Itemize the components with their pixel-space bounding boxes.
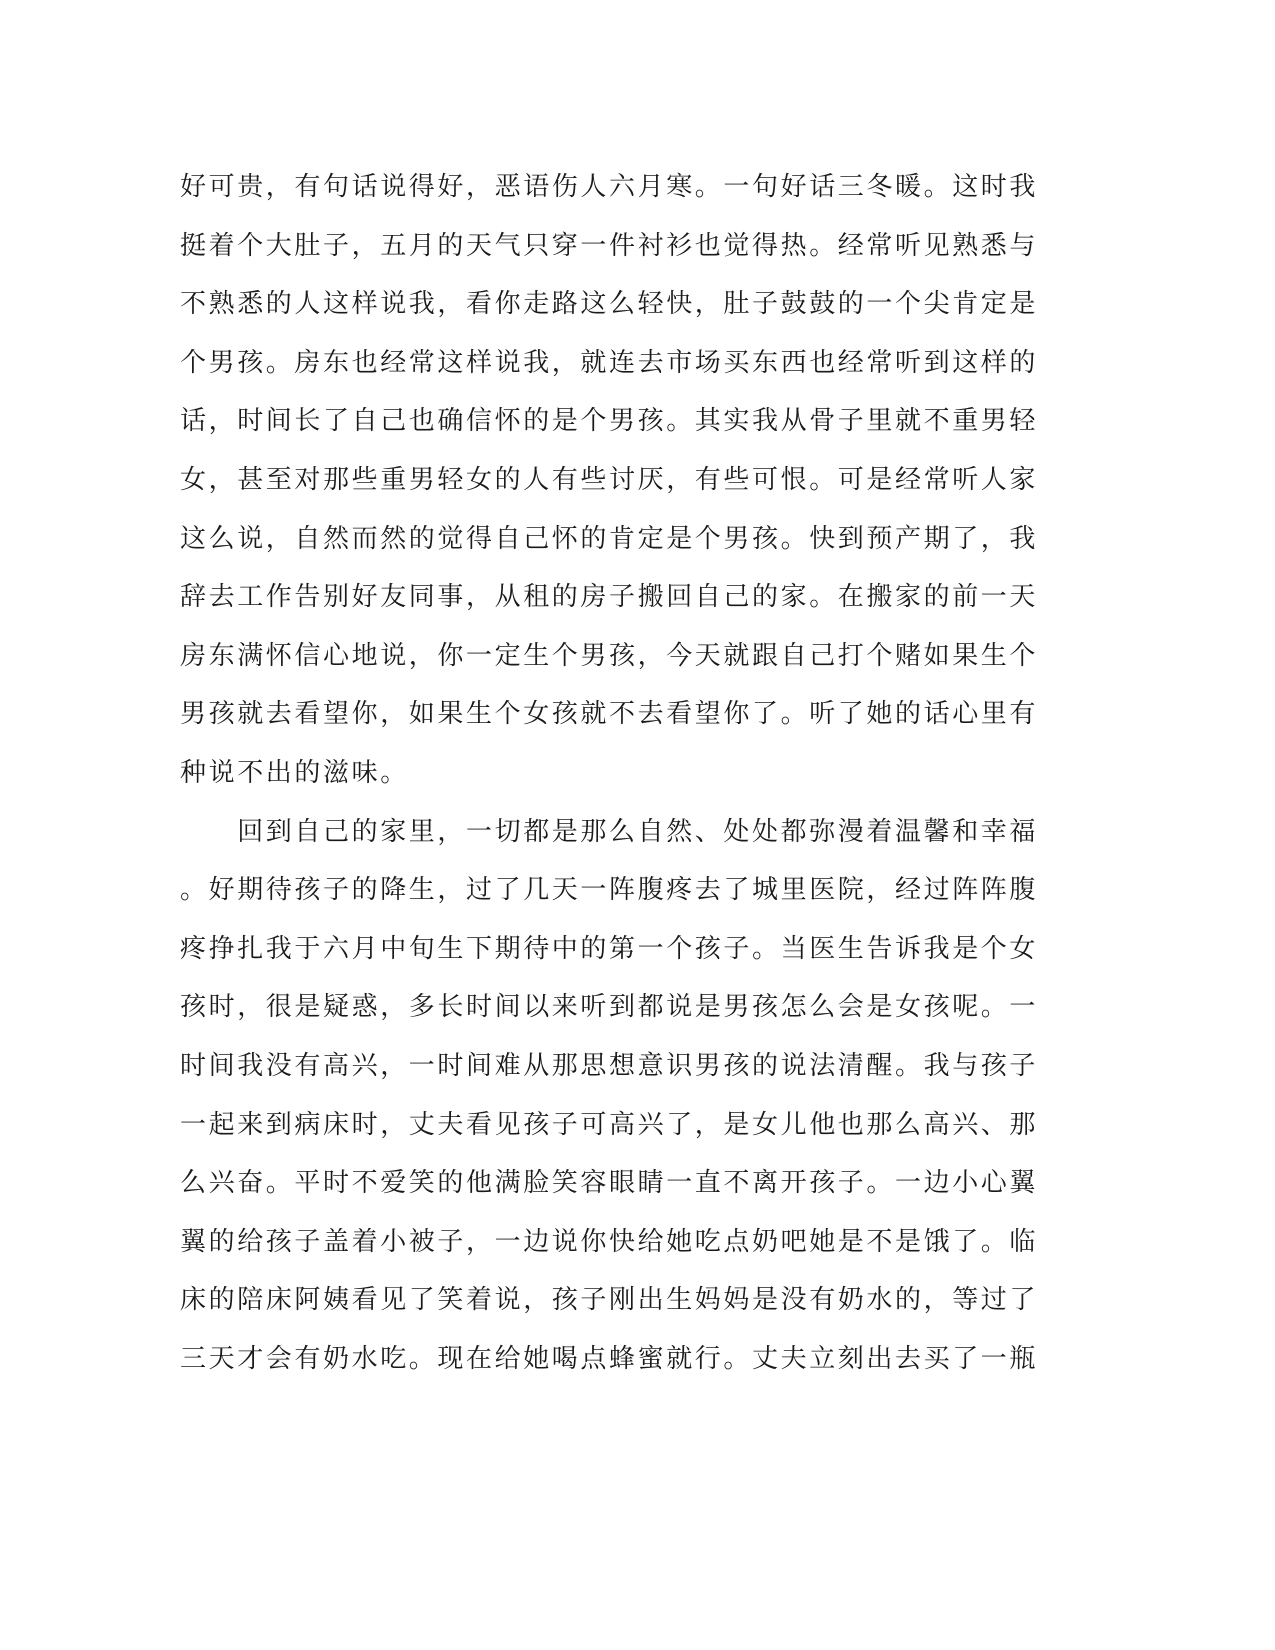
text-line: 时间我没有高兴，一时间难从那思想意识男孩的说法清醒。我与孩子	[180, 1050, 1039, 1081]
text-line: 回到自己的家里，一切都是那么自然、处处都弥漫着温馨和幸福	[180, 816, 1039, 847]
text-line: 不熟悉的人这样说我，看你走路这么轻快，肚子鼓鼓的一个尖肯定是	[180, 289, 1039, 320]
text-line: 好可贵，有句话说得好，恶语伤人六月寒。一句好话三冬暖。这时我	[180, 172, 1039, 202]
text-line: 话，时间长了自己也确信怀的是个男孩。其实我从骨子里就不重男轻	[180, 406, 1039, 437]
text-line: 三天才会有奶水吃。现在给她喝点蜂蜜就行。丈夫立刻出去买了一瓶	[180, 1343, 1039, 1374]
text-line: 么兴奋。平时不爱笑的他满脸笑容眼睛一直不离开孩子。一边小心翼	[180, 1168, 1039, 1199]
text-line: 男孩就去看望你，如果生个女孩就不去看望你了。听了她的话心里有	[180, 699, 1039, 730]
text-line: 房东满怀信心地说，你一定生个男孩，今天就跟自己打个赌如果生个	[180, 640, 1039, 671]
text-line: 女，甚至对那些重男轻女的人有些讨厌，有些可恨。可是经常听人家	[180, 464, 1039, 495]
text-line: 个男孩。房东也经常这样说我，就连去市场买东西也经常听到这样的	[180, 347, 1039, 378]
text-line: 这么说，自然而然的觉得自己怀的肯定是个男孩。快到预产期了，我	[180, 523, 1039, 554]
text-line: 一起来到病床时，丈夫看见孩子可高兴了，是女儿他也那么高兴、那	[180, 1109, 1039, 1140]
text-line: 辞去工作告别好友同事，从租的房子搬回自己的家。在搬家的前一天	[180, 582, 1039, 613]
text-line: 疼挣扎我于六月中旬生下期待中的第一个孩子。当医生告诉我是个女	[180, 933, 1039, 964]
text-line: 孩时，很是疑惑，多长时间以来听到都说是男孩怎么会是女孩呢。一	[180, 992, 1039, 1023]
text-line: 挺着个大肚子，五月的天气只穿一件衬衫也觉得热。经常听见熟悉与	[180, 230, 1039, 261]
text-line: 床的陪床阿姨看见了笑着说，孩子刚出生妈妈是没有奶水的，等过了	[180, 1285, 1039, 1316]
text-line: 。好期待孩子的降生，过了几天一阵腹疼去了城里医院，经过阵阵腹	[180, 875, 1039, 906]
text-line: 翼的给孩子盖着小被子，一边说你快给她吃点奶吧她是不是饿了。临	[180, 1226, 1039, 1257]
body-text	[180, 158, 1080, 1388]
text-line: 种说不出的滋味。	[180, 757, 409, 788]
